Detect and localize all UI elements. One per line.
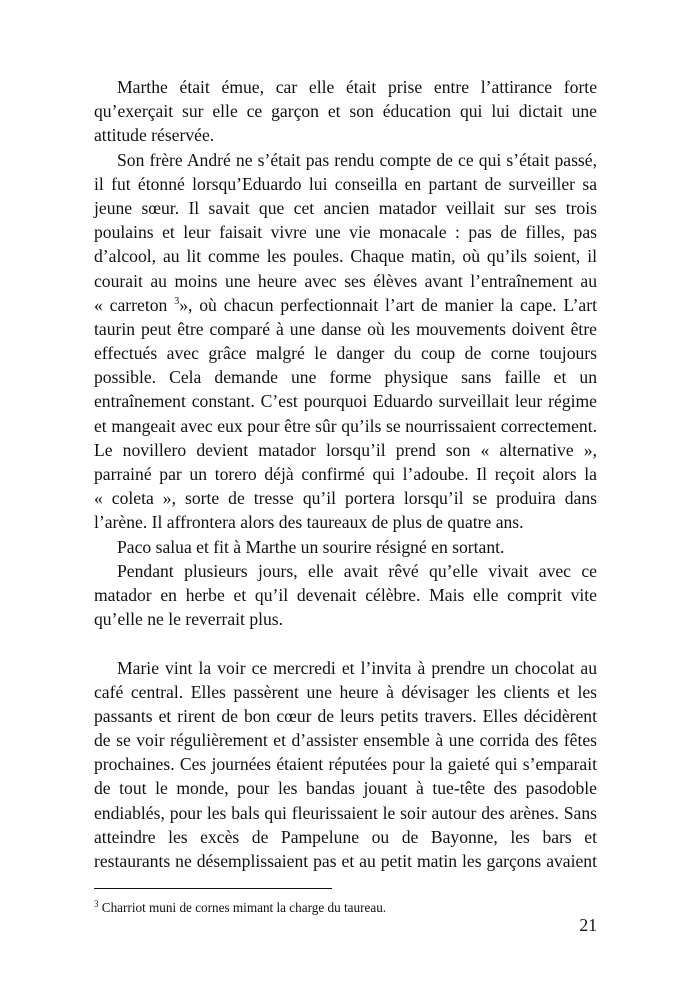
text-line: endiablés, pour les bals qui fleurissaient le soir autour des arènes. Sans — [94, 802, 597, 823]
text-line: et mangeait avec eux pour être sûr qu’ils se nourrissaient correctement. — [94, 415, 597, 436]
footnote — [94, 900, 386, 916]
text-line: Paco salua et fit à Marthe un sourire résigné en sortant. — [117, 536, 505, 557]
text-line: atteindre les excès de Pampelune ou de Bayonne, les bars et — [94, 826, 597, 847]
text-line: effectués avec grâce malgré le danger du coup de corne toujours — [94, 343, 597, 364]
section-break — [94, 631, 597, 655]
footnote-reference[interactable]: 3 — [174, 295, 180, 307]
body-text — [94, 75, 597, 873]
paragraph — [94, 656, 597, 874]
text-line: possible. Cela demande une forme physique sans faille et un — [94, 367, 597, 388]
text-line: jeune sœur. Il savait que cet ancien matador veillait sur ses trois — [94, 197, 597, 218]
text-segment: », où chacun perfectionnait l’art de manier la cape. L’art — [179, 294, 597, 315]
paragraph — [94, 559, 597, 632]
text-line: Le novillero devient matador lorsqu’il prend son « alternative », — [94, 439, 597, 460]
text-line: Son frère André ne s’était pas rendu compte de ce qui s’était passé, — [117, 149, 597, 170]
text-line: d’alcool, au lit comme les poules. Chaque matin, où qu’ils soient, il — [94, 246, 597, 267]
text-line: café central. Elles passèrent une heure à dévisager les clients et les — [94, 681, 597, 702]
text-line: « coleta », sorte de tresse qu’il portera lorsqu’il se produira dans — [94, 488, 597, 509]
footnote-separator — [94, 888, 332, 889]
paragraph — [94, 148, 597, 535]
text-line: Pendant plusieurs jours, elle avait rêvé qu’elle vivait avec ce — [117, 560, 597, 581]
text-line: qu’elle ne le reverrait plus. — [94, 609, 284, 630]
text-line: attitude réservée. — [94, 125, 215, 146]
text-line: prochaines. Ces journées étaient réputées pour la gaieté qui s’emparait — [94, 754, 597, 775]
text-line: entraînement constant. C’est pourquoi Eduardo surveillait leur régime — [94, 391, 597, 412]
text-line: l’arène. Il affrontera alors des taureaux de plus de quatre ans. — [94, 512, 524, 533]
text-line: Marie vint la voir ce mercredi et l’invita à prendre un chocolat au — [117, 657, 597, 678]
text-line: restaurants ne désemplissaient pas et au petit matin les garçons avaient — [94, 851, 597, 871]
paragraph — [94, 535, 597, 559]
footnote-number: 3 — [94, 899, 99, 909]
text-line: parrainé par un torero déjà confirmé qui l’adoube. Il reçoit alors la — [94, 464, 597, 484]
text-line: il fut étonné lorsqu’Eduardo lui conseilla en partant de surveiller sa — [94, 173, 597, 194]
text-line: de se voir régulièrement et d’assister ensemble à une corrida des fêtes — [94, 730, 597, 751]
paragraph — [94, 75, 597, 148]
text-segment: « carreton — [94, 294, 175, 315]
text-line: passants et rirent de bon cœur de leurs petits travers. Elles décidèrent — [94, 705, 597, 726]
text-line: Marthe était émue, car elle était prise entre l’attirance forte — [117, 77, 597, 97]
footnote-text: Charriot muni de cornes mimant la charge du taureau. — [101, 900, 387, 915]
page-number: 21 — [579, 915, 597, 935]
text-line: courait au moins une heure avec ses élèves avant l’entraînement au — [94, 270, 597, 291]
text-line: matador en herbe et qu’il devenait célèbre. Mais elle comprit vite — [94, 584, 597, 605]
text-line — [94, 293, 597, 317]
text-line: taurin peut être comparé à une danse où les mouvements doivent être — [94, 318, 597, 339]
text-line: qu’exerçait sur elle ce garçon et son éducation qui lui dictait une — [94, 101, 597, 122]
text-line: poulains et leur faisait vivre une vie monacale : pas de filles, pas — [94, 222, 597, 243]
text-line: de tout le monde, pour les bandas jouant à tue-tête des pasodoble — [94, 778, 597, 799]
